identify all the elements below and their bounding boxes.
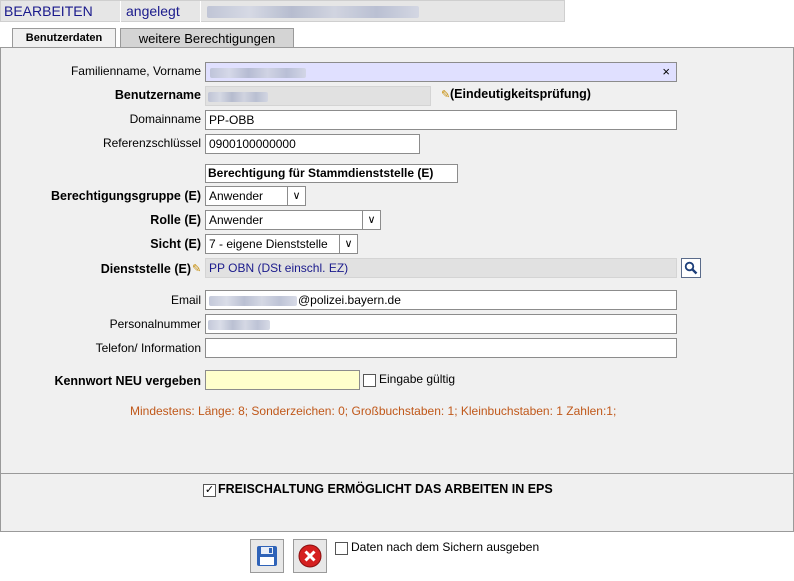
show-after-save-checkbox[interactable] <box>335 542 348 555</box>
pencil-icon[interactable]: ✎ <box>192 263 202 275</box>
reference-label: Referenzschlüssel <box>102 136 201 150</box>
name-field[interactable] <box>205 62 677 82</box>
email-label: Email <box>170 293 201 307</box>
mode-label: BEARBEITEN <box>4 3 93 19</box>
show-after-save-label: Daten nach dem Sichern ausgeben <box>351 540 540 554</box>
checkmark-icon: ✓ <box>204 484 215 496</box>
password-rules: Mindestens: Länge: 8; Sonderzeichen: 0; Großbuchstaben: 1; Kleinbuchstaben: 1 Zahlen:1; <box>130 404 617 418</box>
password-field[interactable] <box>205 370 360 390</box>
office-label: Dienststelle (E) <box>100 262 191 276</box>
cancel-x-icon <box>298 544 322 568</box>
office-field: PP OBN (DSt einschl. EZ) <box>205 258 677 278</box>
domain-label: Domainname <box>129 112 201 126</box>
personnel-label: Personalnummer <box>109 317 201 331</box>
group-select[interactable] <box>205 186 306 206</box>
floppy-disk-icon <box>256 545 278 567</box>
clear-icon[interactable]: × <box>662 64 670 79</box>
chevron-down-icon: ∨ <box>287 187 305 205</box>
title-bar <box>0 0 565 22</box>
domain-field[interactable]: PP-OBB <box>205 110 677 130</box>
redacted-user-info <box>207 6 419 18</box>
email-domain: @polizei.bayern.de <box>298 293 401 307</box>
view-value: 7 - eigene Dienststelle <box>209 237 328 251</box>
tab-weitere-berechtigungen[interactable]: weitere Berechtigungen <box>120 28 294 48</box>
view-select[interactable] <box>205 234 358 254</box>
tab-benutzerdaten[interactable]: Benutzerdaten <box>12 28 116 48</box>
input-valid-label: Eingabe gültig <box>379 372 456 386</box>
magnifier-icon <box>684 261 698 275</box>
cancel-button[interactable] <box>293 539 327 573</box>
group-label: Berechtigungsgruppe (E) <box>50 189 201 203</box>
role-value: Anwender <box>209 213 264 227</box>
group-value: Anwender <box>209 189 264 203</box>
role-label: Rolle (E) <box>150 213 201 227</box>
save-button[interactable] <box>250 539 284 573</box>
uniqueness-check-link[interactable]: (Eindeutigkeitsprüfung) <box>450 87 591 101</box>
office-search-button[interactable] <box>681 258 701 278</box>
phone-field[interactable] <box>205 338 677 358</box>
activation-label: FREISCHALTUNG ERMÖGLICHT DAS ARBEITEN IN EPS <box>218 482 553 496</box>
chevron-down-icon: ∨ <box>362 211 380 229</box>
username-label: Benutzername <box>114 88 201 102</box>
chevron-down-icon: ∨ <box>339 235 357 253</box>
section-header: Berechtigung für Stammdienststelle (E) <box>205 164 458 183</box>
phone-label: Telefon/ Information <box>95 341 201 355</box>
reference-field[interactable]: 0900100000000 <box>205 134 420 154</box>
input-valid-checkbox[interactable] <box>363 374 376 387</box>
username-field[interactable] <box>205 86 431 106</box>
pencil-icon[interactable]: ✎ <box>441 89 451 101</box>
activation-checkbox[interactable] <box>203 484 216 497</box>
password-label: Kennwort NEU vergeben <box>54 374 201 388</box>
email-field[interactable] <box>205 290 677 310</box>
status-label: angelegt <box>126 3 180 19</box>
view-label: Sicht (E) <box>150 237 201 251</box>
personnel-field[interactable] <box>205 314 677 334</box>
name-label: Familienname, Vorname <box>70 64 201 78</box>
role-select[interactable] <box>205 210 381 230</box>
